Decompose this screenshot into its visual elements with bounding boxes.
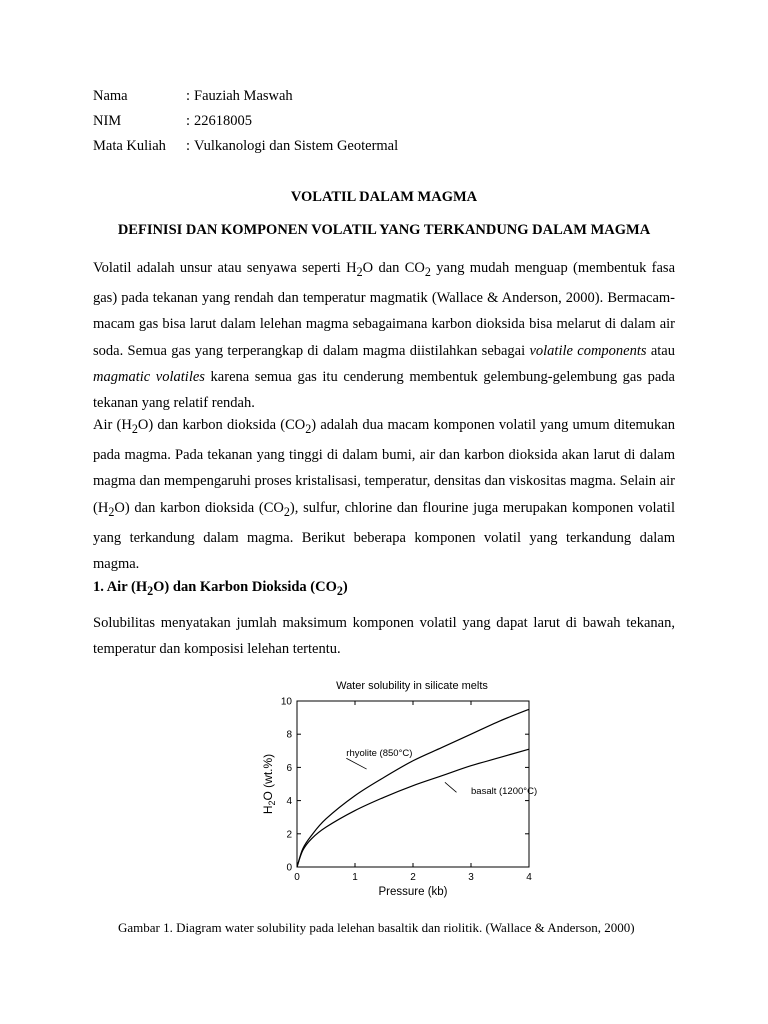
x-tick-label: 3: [468, 872, 474, 883]
info-value: Fauziah Maswah: [194, 88, 293, 104]
annotation-basalt: basalt (1200°C): [471, 785, 538, 797]
text-run: atau: [646, 342, 675, 359]
subscript: 2: [147, 583, 154, 598]
student-info: [93, 86, 398, 161]
paragraph-definition: [93, 255, 675, 417]
text-run: ), sulfur, chlorine dan flourine juga merupakan komponen volatil yang terkandung dalam magma. Berikut beberapa komponen volatil yang terkandung dalam magma.: [93, 499, 675, 573]
info-value: Vulkanologi dan Sistem Geotermal: [194, 138, 399, 154]
subscript: 2: [424, 264, 431, 279]
subscript: 2: [336, 583, 343, 598]
info-row-mata-kuliah: [93, 136, 398, 161]
annotation-leader: [445, 782, 457, 792]
y-tick-label: 4: [286, 796, 292, 808]
paragraph-components: [93, 412, 675, 578]
text-run: O) dan karbon dioksida (CO: [114, 499, 284, 516]
y-tick-label: 2: [286, 829, 292, 841]
text-run: Air (H: [93, 417, 132, 433]
text-run: yang mudah menguap (membentuk fasa gas) pada tekanan yang rendah dan temperatur magmatik (Wallace & Anderson, 2000). Bermacam-macam gas bisa larut dalam lelehan magma sebagaimana karbon dioksida bisa melarut di dalam air soda. Semua gas yang terperangkap di dalam magma diistilahkan sebagai: [93, 260, 676, 359]
info-row-nim: [93, 111, 398, 136]
text-run: O dan CO: [362, 260, 425, 276]
subscript: 2: [356, 264, 363, 279]
annotation-rhyolite: rhyolite (850°C): [346, 747, 413, 759]
info-value: 22618005: [194, 113, 253, 129]
info-separator: :: [186, 88, 191, 104]
info-separator: :: [186, 113, 191, 129]
text-run: ) adalah dua macam komponen volatil yang umum ditemukan pada magma. Pada tekanan yang tinggi di dalam bumi, air dan karbon dioksida akan larut di dalam magma dan mempengaruhi proses kristalisasi, temperatur, densitas dan viskositas magma. Selain air (H: [93, 417, 675, 516]
chart-title: Water solubility in silicate melts: [336, 680, 488, 692]
x-axis-label: Pressure (kb): [378, 886, 448, 898]
x-tick-label: 4: [526, 872, 532, 883]
document-title: VOLATIL DALAM MAGMA: [290, 189, 478, 205]
x-tick-label: 0: [294, 872, 300, 883]
plot-frame: [297, 701, 529, 867]
subscript: 2: [131, 421, 138, 436]
info-row-nama: [93, 86, 398, 111]
text-run: ): [342, 579, 348, 595]
annotation-leader: [346, 758, 366, 769]
text-run: O) dan Karbon Dioksida (CO: [153, 579, 337, 595]
text-run: 1. Air (H: [93, 579, 148, 595]
text-run: Volatil adalah unsur atau senyawa seperti H: [93, 260, 357, 276]
document-subtitle: DEFINISI DAN KOMPONEN VOLATIL YANG TERKANDUNG DALAM MAGMA: [117, 222, 651, 238]
figure-caption: Gambar 1. Diagram water solubility pada lelehan basaltik dan riolitik. (Wallace & Anderson, 2000): [118, 920, 635, 935]
series-line-basalt: [297, 749, 529, 867]
subscript: 2: [305, 421, 312, 436]
italic-term: volatile components: [529, 342, 647, 359]
info-label: NIM: [93, 113, 122, 129]
info-label: Nama: [93, 88, 128, 104]
y-tick-label: 0: [286, 862, 292, 874]
text-run: karena semua gas itu cenderung membentuk gelembung-gelembung gas pada tekanan yang relatif rendah.: [93, 369, 675, 412]
paragraph-solubility: Solubilitas menyatakan jumlah maksimum komponen volatil yang dapat larut di bawah tekanan, temperatur dan komposisi lelehan tertentu.: [93, 615, 675, 658]
info-label: Mata Kuliah: [93, 138, 166, 154]
x-tick-label: 2: [410, 872, 416, 883]
info-separator: :: [186, 138, 191, 154]
x-tick-label: 1: [352, 872, 358, 883]
section-heading-water-co2: [93, 579, 348, 599]
y-tick-label: 6: [286, 762, 292, 774]
subscript: 2: [283, 504, 290, 519]
water-solubility-chart: [240, 690, 550, 905]
y-axis-label: $H_2O$ (wt.%): [261, 753, 277, 815]
y-tick-label: 8: [286, 729, 292, 741]
text-run: O) dan karbon dioksida (CO: [137, 417, 306, 433]
subscript: 2: [108, 504, 115, 519]
italic-term: magmatic volatiles: [93, 369, 205, 386]
y-tick-label: 10: [280, 696, 292, 708]
